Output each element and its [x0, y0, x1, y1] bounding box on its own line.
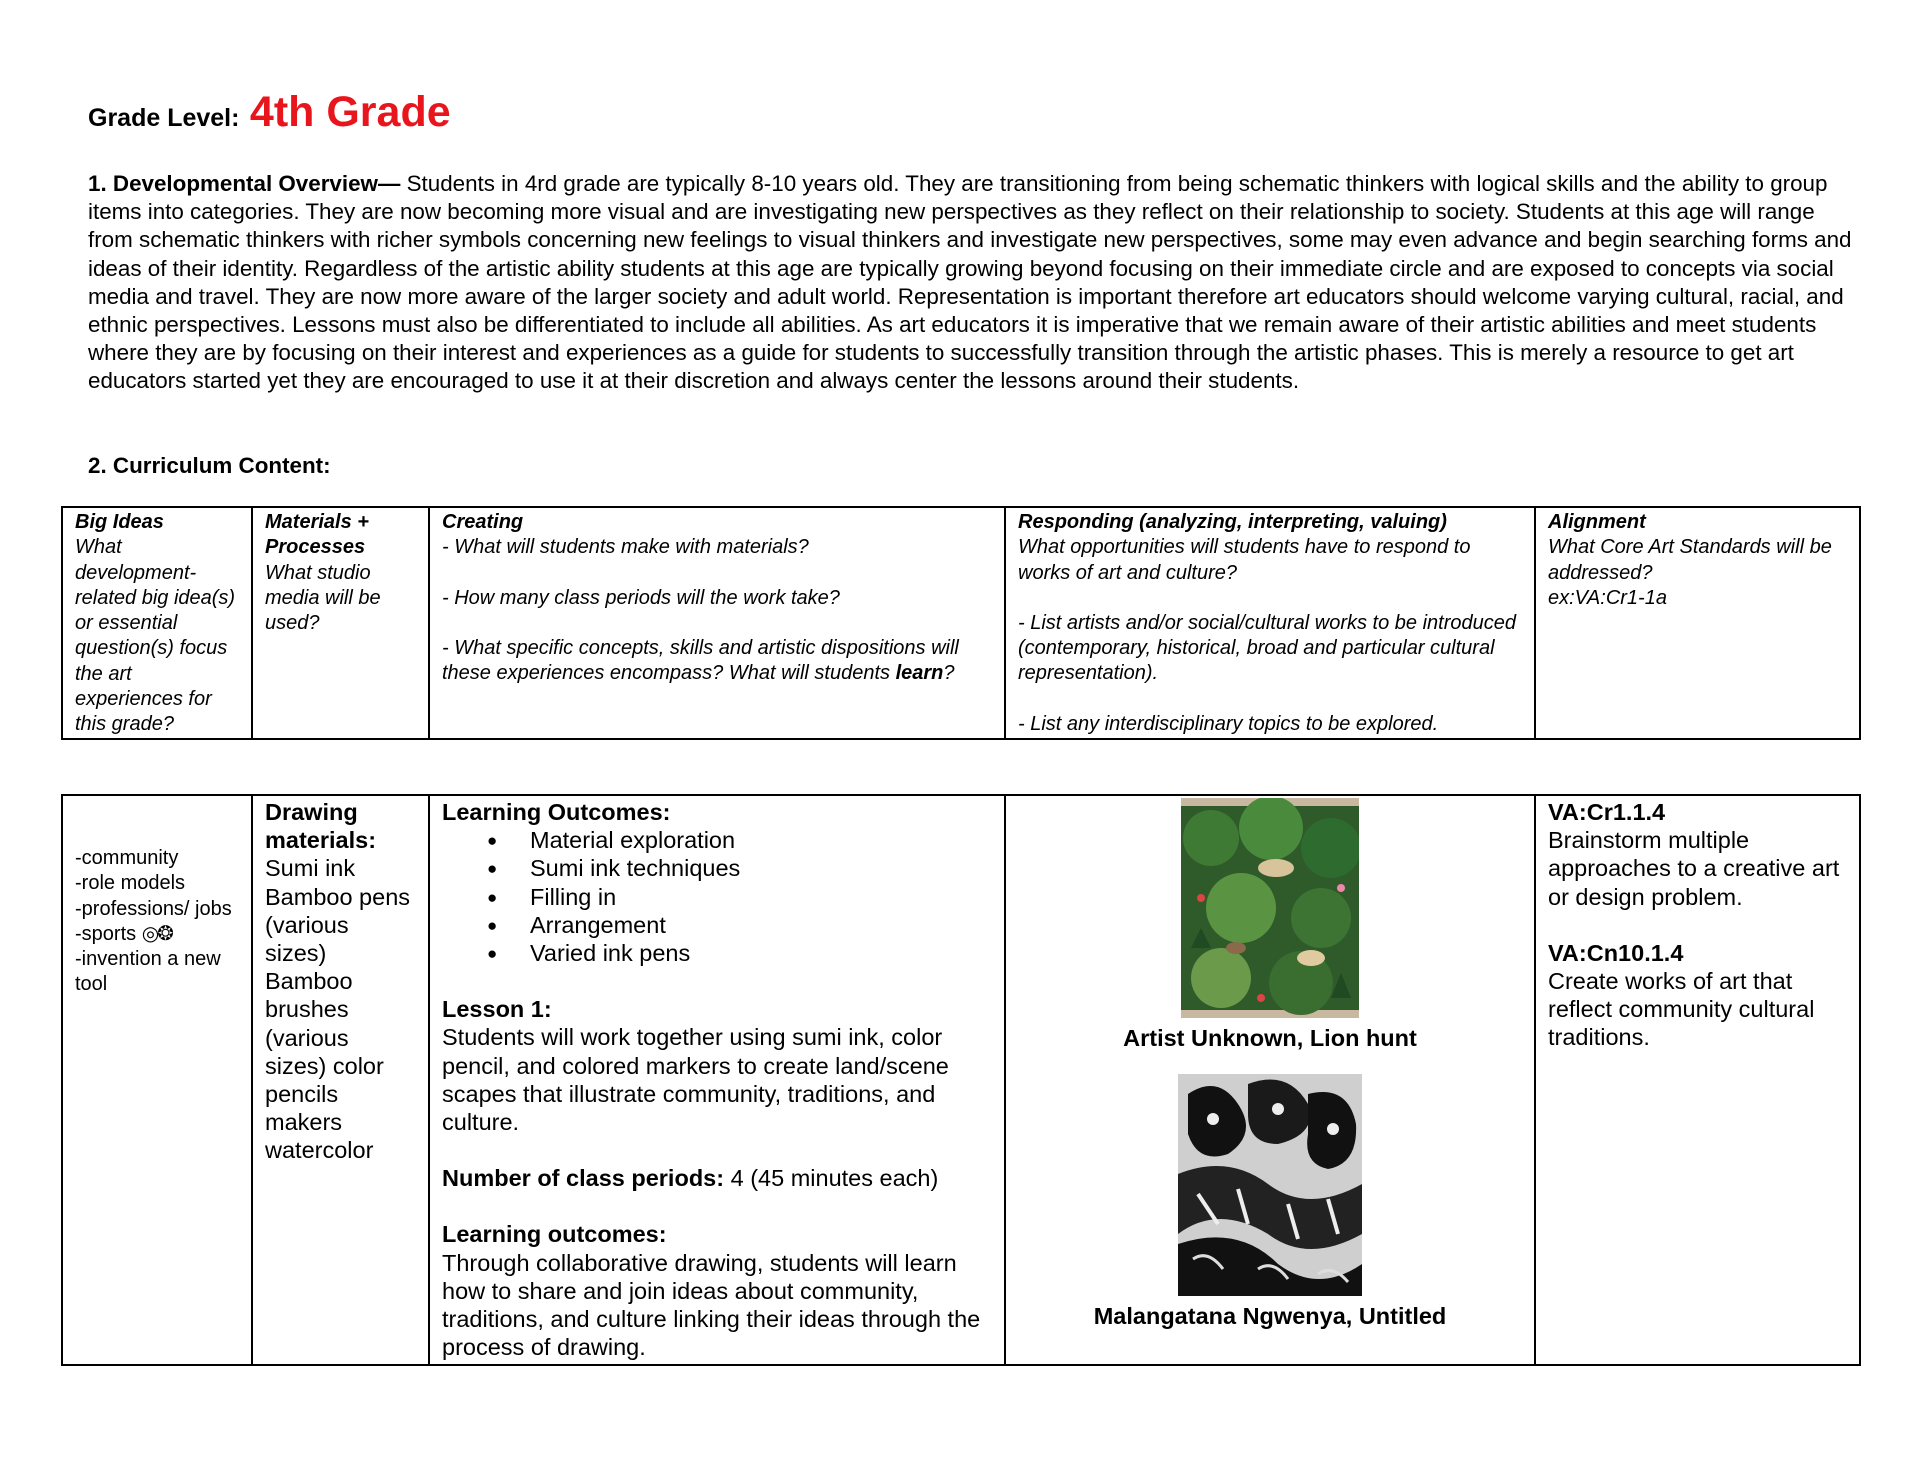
malangatana-artwork-image	[1178, 1074, 1362, 1296]
lesson-text: Students will work together using sumi ink, color pencil, and colored markers to create land/scene scapes that illustrate community, traditions, and culture.	[442, 1024, 949, 1136]
learning-outcomes-title: Learning Outcomes:	[442, 799, 671, 825]
standard1-code: VA:Cr1.1.4	[1548, 799, 1666, 825]
lesson-row	[62, 795, 1860, 1365]
big-ideas-cell	[62, 795, 252, 1365]
creating-title: Creating	[442, 511, 524, 533]
alignment-header	[1535, 507, 1860, 739]
outcome-item: ● Filling in	[530, 883, 992, 911]
class-periods: Number of class periods: 4 (45 minutes each)	[442, 1165, 939, 1192]
big-ideas-header	[62, 507, 252, 739]
standard2-code: VA:Cn10.1.4	[1548, 939, 1684, 966]
lesson-title: Lesson 1:	[442, 996, 552, 1023]
responding-q3: - List any interdisciplinary topics to be explored.	[1018, 712, 1439, 735]
outcome-item: ● Arrangement	[530, 911, 992, 939]
materials-desc: What studio media will be used?	[265, 561, 381, 635]
big-ideas-desc: What development-related big idea(s) or essential question(s) focus the art experiences for this grade?	[75, 536, 236, 736]
alignment-cell	[1535, 795, 1860, 1365]
big-idea-item: -sports ◎❂	[75, 922, 172, 945]
learning-outcomes2-title: Learning outcomes:	[442, 1221, 667, 1248]
materials-header	[252, 507, 429, 739]
learning-outcomes-list	[442, 826, 992, 967]
overview-text: Students in 4rd grade are typically 8-10 years old. They are transitioning from being schematic thinkers with logical skills and the ability to group items into categories. They are now becoming more visual and are investigating new perspectives as they reflect on their relationship to society. Students at this age will range from schematic thinkers with richer symbols concerning new feelings to visual thinkers and investigate new perspectives, some may even advance and begin searching forms and ideas of their identity. Regardless of the artistic ability students at this age are typically growing beyond focusing on their immediate circle and are exposed to concepts via social media and travel. They are now more aware of the larger society and adult world. Representation is important therefore art educators should welcome varying cultural, racial, and ethnic perspectives. Lessons must also be differentiated to include all abilities. As art educators it is imperative that we remain aware of their artistic abilities and meet students where they are by focusing on their interest and experiences as a guide for students to successfully transition through the artistic phases. This is merely a resource to get art educators started yet they are encouraged to use it at their discretion and always center the lessons around their students.	[88, 171, 1852, 394]
big-idea-item: -community	[75, 847, 179, 869]
standard2-text: Create works of art that reflect community cultural traditions.	[1548, 968, 1815, 1051]
standard1-text: Brainstorm multiple approaches to a creative art or design problem.	[1548, 827, 1840, 910]
creating-q1: - What will students make with materials?	[442, 536, 809, 559]
big-ideas-title: Big Ideas	[75, 511, 164, 533]
responding-header	[1005, 507, 1535, 739]
sports-ball-icon: ◎❂	[141, 922, 172, 945]
artwork1-caption: Artist Unknown, Lion hunt	[1123, 1025, 1417, 1051]
alignment-desc: What Core Art Standards will be addressed?	[1548, 536, 1832, 584]
creating-q2: - How many class periods will the work take?	[442, 586, 840, 609]
responding-q1: What opportunities will students have to respond to works of art and culture?	[1018, 536, 1471, 584]
artwork2-caption: Malangatana Ngwenya, Untitled	[1093, 1303, 1447, 1329]
grade-level-line	[88, 88, 451, 137]
outcome-item: ● Varied ink pens	[530, 939, 992, 967]
learning-outcomes2-text: Through collaborative drawing, students will learn how to share and join ideas about community, traditions, and culture linking their ideas through the process of drawing.	[442, 1249, 981, 1361]
developmental-overview	[88, 170, 1858, 396]
big-idea-item: -invention a new tool	[75, 948, 221, 996]
grade-label: Grade Level:	[88, 104, 240, 132]
responding-cell	[1005, 795, 1535, 1365]
materials-cell	[252, 795, 429, 1365]
creating-header	[429, 507, 1005, 739]
materials-title: Drawing materials:	[265, 799, 377, 854]
outcome-item: ● Material exploration	[530, 826, 992, 854]
creating-q3: - What specific concepts, skills and artistic dispositions will these experiences encompass? What will students learn?	[442, 636, 959, 685]
curriculum-body-table	[61, 794, 1861, 1366]
big-idea-item: -role models	[75, 872, 186, 895]
creating-cell	[429, 795, 1005, 1365]
curriculum-header-table	[61, 506, 1861, 740]
lion-hunt-artwork-image	[1181, 798, 1359, 1018]
overview-heading: 1. Developmental Overview—	[88, 171, 401, 196]
responding-q2: - List artists and/or social/cultural works to be introduced (contemporary, historical, broad and particular cultural representation).	[1018, 611, 1516, 685]
curriculum-content-heading: 2. Curriculum Content:	[88, 453, 331, 478]
header-row	[62, 507, 1860, 739]
outcome-item: ● Sumi ink techniques	[530, 854, 992, 882]
materials-title: Materials + Processes	[265, 511, 369, 559]
materials-list: Sumi ink Bamboo pens (various sizes) Bamboo brushes (various sizes) color pencils makers watercolor	[265, 855, 411, 1164]
alignment-title: Alignment	[1548, 511, 1646, 533]
big-idea-item: -professions/ jobs	[75, 897, 232, 920]
responding-title: Responding (analyzing, interpreting, valuing)	[1018, 511, 1447, 533]
grade-value: 4th Grade	[249, 88, 451, 136]
alignment-example: ex:VA:Cr1-1a	[1548, 586, 1667, 609]
